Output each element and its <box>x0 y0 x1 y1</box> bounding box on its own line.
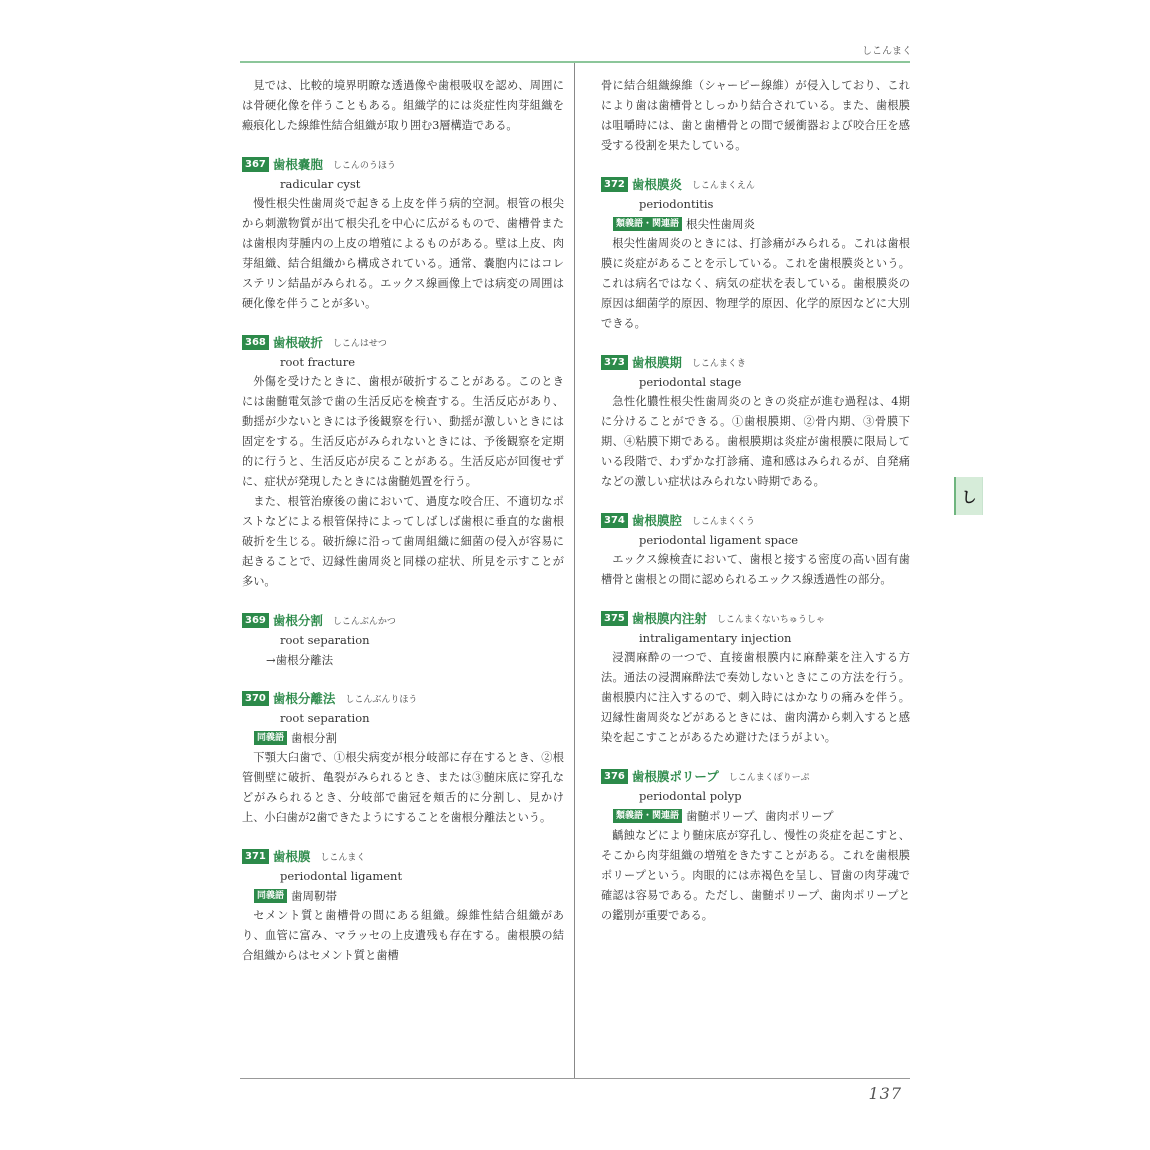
entry-english: periodontal polyp <box>639 789 742 803</box>
entry-reading: しこんのうほう <box>332 160 396 171</box>
entry-english: periodontal stage <box>639 375 742 389</box>
entry-number-badge: 375 <box>601 611 628 626</box>
entry-body: 急性化膿性根尖性歯周炎のときの炎症が進む過程は、4期に分けることができる。①歯根膜期、②骨内期、③骨膜下期、④粘膜下期である。歯根膜期は炎症が歯根膜に限局している段階で、わずかな打診痛、違和感はみられるが、自発痛などの激しい症状はみられない時期である。 <box>601 395 910 488</box>
entry-term: 歯根膜内注射 <box>631 611 707 626</box>
entry-body: 慢性根尖性歯周炎で起きる上皮を伴う病的空洞。根管の根尖から刺激物質が出て根尖孔を中心に広がるもので、歯槽骨または歯根肉芽腫内の上皮の増殖によるものがある。壁は上皮、肉芽組織、結合組織から構成されている。通常、嚢胞内にはコレステリン結晶がみられる。エックス線画像上では病変の周囲は硬化像を伴うことが多い。 <box>242 197 564 310</box>
entry-number-badge: 372 <box>601 177 628 192</box>
entry-373 <box>601 352 910 492</box>
entry-english: root separation <box>280 633 370 647</box>
synonym-text: 歯根分割 <box>291 731 338 745</box>
synonym-badge: 同義語 <box>254 731 287 745</box>
entry-english: periodontitis <box>639 197 714 211</box>
entry-reading: しこんまく <box>320 852 366 863</box>
synonym-badge: 類義語・関連語 <box>613 809 682 823</box>
index-tab: し <box>954 477 983 515</box>
entry-376 <box>601 766 910 926</box>
entry-367 <box>242 154 564 314</box>
entry-head <box>242 846 564 866</box>
entry-reading: しこんまくぽりーぷ <box>728 772 810 783</box>
entry-head <box>242 154 564 174</box>
entry-reading: しこんまくくう <box>691 516 755 527</box>
entry-head <box>242 688 564 708</box>
entry-reading: しこんまくえん <box>691 180 755 191</box>
entry-english: root fracture <box>280 355 356 369</box>
entry-body: セメント質と歯槽骨の間にある組織。線維性結合組織があり、血管に富み、マラッセの上皮遺残も存在する。歯根膜の結合組織からはセメント質と歯槽 <box>242 909 564 962</box>
entry-body: 根尖性歯周炎のときには、打診痛がみられる。これは歯根膜に炎症があることを示している。これを歯根膜炎という。これは病名ではなく、病気の症状を表している。歯根膜炎の原因は細菌学的原因、物理学的原因、化学的原因などに大別できる。 <box>601 237 910 330</box>
entry-head <box>242 610 564 630</box>
entry-term: 歯根嚢胞 <box>272 157 323 172</box>
footer-line <box>240 1078 910 1079</box>
entry-body: また、根管治療後の歯において、過度な咬合圧、不適切なポストなどによる根管保持によってしばしば歯根に垂直的な歯根破折を生じる。破折線に沿って歯周組織に細菌の侵入が容易に起きることで、辺縁性歯周炎と同様の症状、所見を示すことが多い。 <box>242 495 564 588</box>
entry-body: 齲蝕などにより髄床底が穿孔し、慢性の炎症を起こすと、そこから肉芽組織の増殖をきたすことがある。これを歯根膜ポリープという。肉眼的には赤褐色を呈し、冒歯の肉芽魂で確認は容易である。ただし、歯髄ポリープ、歯肉ポリープとの鑑別が重要である。 <box>601 829 910 922</box>
entry-english: periodontal ligament space <box>639 533 799 547</box>
entry-number-badge: 370 <box>242 691 269 706</box>
entry-english: radicular cyst <box>280 177 361 191</box>
entry-374 <box>601 510 910 590</box>
entry-term: 歯根分割 <box>272 613 323 628</box>
entry-term: 歯根膜期 <box>631 355 682 370</box>
entry-number-badge: 367 <box>242 157 269 172</box>
entry-reading: しこんぶんりほう <box>345 694 418 705</box>
entry-english: root separation <box>280 711 370 725</box>
entry-body: 浸潤麻酔の一つで、直接歯根膜内に麻酔薬を注入する方法。通法の浸潤麻酔法で奏効しないときにこの方法を行う。歯根膜内に注入するので、刺入時にはかなりの痛みを伴う。辺縁性歯周炎などがあるときには、歯肉溝から刺入すると感染を起こすことがあるため避けたほうがよい。 <box>601 651 910 744</box>
entry-number-badge: 369 <box>242 613 269 628</box>
entry-head <box>601 608 910 628</box>
entry-term: 歯根破折 <box>272 335 323 350</box>
entry-370 <box>242 688 564 828</box>
entry-reading: しこんまくき <box>691 358 746 369</box>
synonym-row <box>613 214 910 234</box>
entry-head <box>601 766 910 786</box>
synonym-badge: 同義語 <box>254 889 287 903</box>
entry-term: 歯根膜腔 <box>631 513 682 528</box>
entry-375 <box>601 608 910 748</box>
entry-number-badge: 373 <box>601 355 628 370</box>
entry-reading: しこんまくないちゅうしゃ <box>716 614 825 625</box>
synonym-row <box>254 886 564 906</box>
entry-number-badge: 371 <box>242 849 269 864</box>
entry-term: 歯根膜炎 <box>631 177 682 192</box>
entry-english: intraligamentary injection <box>639 631 792 645</box>
entry-head <box>601 174 910 194</box>
entry-body: 下顎大臼歯で、①根尖病変が根分岐部に存在するとき、②根管側壁に破折、亀裂がみられるとき、または③髄床底に穿孔などがみられるとき、分岐部で歯冠を頬舌的に分割し、見かけ上、小臼歯が2歯できたようにすることを歯根分離法という。 <box>242 751 564 824</box>
entry-number-badge: 368 <box>242 335 269 350</box>
cross-reference: →歯根分離法 <box>266 653 334 667</box>
synonym-text: 歯周靭帯 <box>291 889 338 903</box>
entry-body: 外傷を受けたときに、歯根が破折することがある。このときには歯髄電気診で歯の生活反応を検査する。生活反応があり、動揺が少ないときには予後観察を行い、動揺が激しいときには固定をする。生活反応がみられないときには、予後観察を定期的に行うと、生活反応が戻ることがある。生活反応が回復せずに、症状が発現したときには歯髄処置を行う。 <box>242 375 564 488</box>
continued-text: 見では、比較的境界明瞭な透過像や歯根吸収を認め、周囲には骨硬化像を伴うこともある。組織学的には炎症性肉芽組織を瘢痕化した線維性結合組織が取り囲む3層構造である。 <box>242 79 564 132</box>
entry-371 <box>242 846 564 966</box>
running-header: しこんまく <box>862 46 912 57</box>
entry-head <box>242 332 564 352</box>
entry-english: periodontal ligament <box>280 869 403 883</box>
entry-369 <box>242 610 564 670</box>
synonym-badge: 類義語・関連語 <box>613 217 682 231</box>
entry-reading: しこんぶんかつ <box>332 616 396 627</box>
right-column <box>601 76 910 926</box>
entry-head <box>601 352 910 372</box>
entry-head <box>601 510 910 530</box>
entry-368 <box>242 332 564 592</box>
entry-number-badge: 374 <box>601 513 628 528</box>
synonym-row <box>254 728 564 748</box>
entry-term: 歯根分離法 <box>272 691 336 706</box>
synonym-row <box>613 806 910 826</box>
synonym-text: 歯髄ポリープ、歯肉ポリープ <box>686 809 834 823</box>
entry-term: 歯根膜ポリープ <box>631 769 719 784</box>
column-divider <box>574 63 575 1078</box>
entry-372 <box>601 174 910 334</box>
header-line <box>240 61 910 63</box>
synonym-text: 根尖性歯周炎 <box>686 217 756 231</box>
continued-text: 骨に結合組織線維（シャーピー線維）が侵入しており、これにより歯は歯槽骨としっかり結合されている。また、歯根膜は咀嚼時には、歯と歯槽骨との間で緩衝器および咬合圧を感受する役割を果たしている。 <box>601 79 910 152</box>
entry-term: 歯根膜 <box>272 849 311 864</box>
entry-number-badge: 376 <box>601 769 628 784</box>
left-column <box>242 76 564 966</box>
page-number: 137 <box>868 1084 902 1103</box>
entry-body: エックス線検査において、歯根と接する密度の高い固有歯槽骨と歯根との間に認められるエックス線透過性の部分。 <box>601 553 910 586</box>
entry-reading: しこんはせつ <box>332 338 387 349</box>
